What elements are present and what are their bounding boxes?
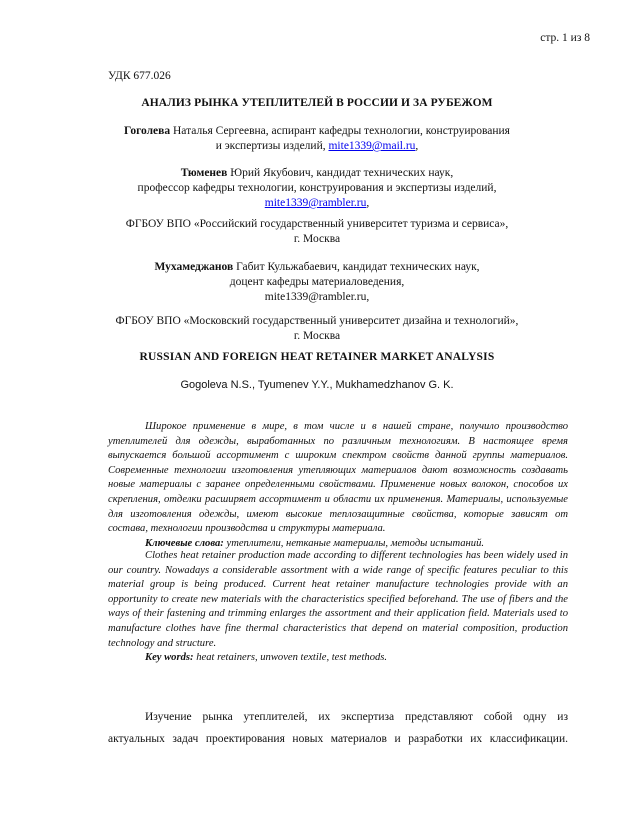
udk-code: УДК 677.026: [108, 70, 171, 82]
abstract-russian: [108, 420, 568, 551]
author-line: [60, 166, 574, 181]
author-line: доцент кафедры материаловедения,: [229, 276, 405, 288]
punctuation: ,: [366, 197, 370, 209]
institution-city: г. Москва: [293, 330, 341, 342]
author-block-tyumenev: [60, 166, 574, 211]
keywords-label: Key words:: [145, 652, 194, 664]
author-line: [60, 124, 574, 139]
author-surname: Тюменев: [180, 167, 228, 179]
author-info: и экспертизы изделий,: [215, 140, 329, 152]
email-link[interactable]: mite1339@mail.ru: [328, 140, 416, 152]
abstract-text: Clothes heat retainer production made according to different technologies has been widely used in our country. Nowadays a considerable assortment with a wide range of specific features peculiar to this material group is being produced. Current heat retainer manufacture technologies provide with an opportunity to create new materials with the characteristics specified beforehand. The use of fibers and the ways of their fastening and trimming enlarges the assortment and their application field. Materials used to manufacture clothes have fine thermal characteristics that depend on material composition, production technology and structure.: [108, 550, 568, 649]
author-surname: Мухамеджанов: [154, 261, 234, 273]
author-block-gogoleva: [60, 124, 574, 154]
author-info: Юрий Якубович, кандидат технических наук,: [227, 167, 454, 179]
author-line: [60, 139, 574, 154]
institution-name: ФГБОУ ВПО «Российский государственный университет туризма и сервиса»,: [125, 218, 509, 230]
keywords-list: heat retainers, unwoven textile, test methods.: [193, 652, 388, 664]
abstract-english: [108, 549, 568, 666]
author-info: Габит Кульжабаевич, кандидат технических наук,: [233, 261, 480, 273]
author-line: [60, 196, 574, 211]
author-block-mukhamedzhanov: [60, 260, 574, 305]
body-paragraph: [108, 706, 568, 750]
keywords-english: [108, 651, 568, 666]
institution-city: г. Москва: [293, 233, 341, 245]
article-title: АНАЛИЗ РЫНКА УТЕПЛИТЕЛЕЙ В РОССИИ И ЗА РУБЕЖОМ: [141, 97, 493, 109]
author-email: mite1339@rambler.ru,: [264, 291, 370, 303]
body-line: Изучение рынка утеплителей, их экспертиза представляют собой одну из: [145, 711, 568, 723]
institution-block: [60, 314, 574, 344]
article-title-english: RUSSIAN AND FOREIGN HEAT RETAINER MARKET ANALYSIS: [139, 351, 495, 363]
punctuation: ,: [415, 140, 419, 152]
abstract-text: Широкое применение в мире, в том числе и в нашей стране, получило производство утеплителей для одежды, выработанных по различным технологиям. В настоящее время выпускается большой ассортимент с широким спектром свойств данной группы материалов. Современные технологии изготовления утепляющих материалов дают возможность создавать новые материалы с заранее определенными свойствами. Применение новых волокон, способов их скрепления, отделки расширяет ассортимент и области их применения. Материалы, используемые для изготовления одежды, имеют высокие теплозащитные свойства, которые зависят от состава, технологии производства и структуры материала.: [108, 421, 568, 535]
keywords-list: утеплители, нетканые материалы, методы испытаний.: [223, 537, 485, 549]
author-line: профессор кафедры технологии, конструирования и экспертизы изделий,: [137, 182, 497, 194]
author-info: Наталья Сергеевна, аспирант кафедры технологии, конструирования: [170, 125, 510, 137]
email-link[interactable]: mite1339@rambler.ru: [264, 197, 367, 209]
author-surname: Гоголева: [124, 125, 171, 137]
body-line: актуальных задач проектирования новых материалов и разработки их классификации.: [108, 733, 568, 745]
keywords-label: Ключевые слова:: [145, 537, 224, 549]
institution-name: ФГБОУ ВПО «Московский государственный университет дизайна и технологий»,: [115, 315, 519, 327]
institution-block: [60, 217, 574, 247]
page-number: стр. 1 из 8: [540, 32, 590, 44]
authors-english: Gogoleva N.S., Tyumenev Y.Y., Mukhamedzhanov G. K.: [180, 379, 454, 391]
author-line: [60, 260, 574, 275]
